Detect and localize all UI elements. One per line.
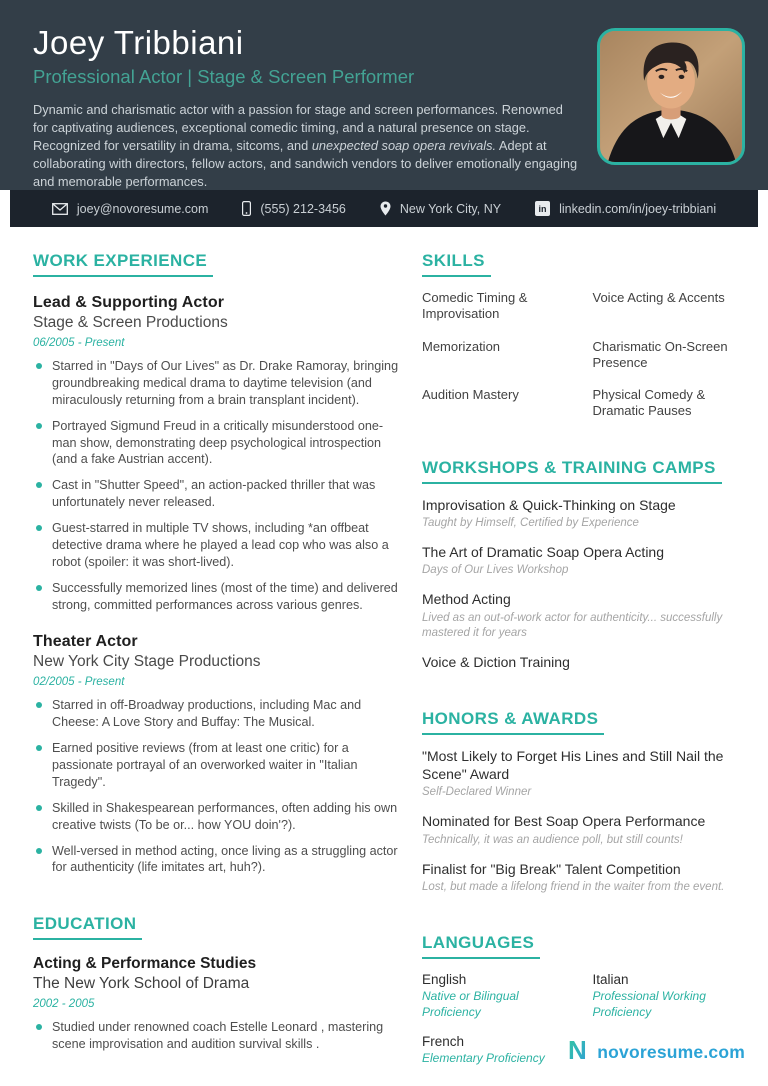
honor-entry bbox=[422, 813, 745, 847]
language-name: English bbox=[422, 972, 467, 988]
workshop-entry bbox=[422, 654, 745, 672]
job-entry bbox=[33, 294, 401, 613]
skills-heading: SKILLS bbox=[422, 251, 491, 277]
job-bullet: Successfully memorized lines (most of the time) and delivered strong, committed performances across various genres. bbox=[36, 580, 401, 614]
education-bullet: Studied under renowned coach Estelle Leonard , mastering scene improvisation and audition survival skills . bbox=[36, 1019, 401, 1053]
summary-text-end: Adept at collaborating with directors, fellow actors, and sandwich vendors to deliver emotionally engaging and memorable performances. bbox=[33, 137, 578, 190]
education-degree: Acting & Performance Studies bbox=[33, 955, 257, 973]
contact-location[interactable] bbox=[380, 201, 501, 216]
summary-italic-text: unexpected soap opera revivals. bbox=[311, 137, 497, 153]
workshop-note: Lived as an out-of-work actor for authenticity... successfully mastered it for years bbox=[422, 611, 723, 639]
workshop-entry bbox=[422, 591, 745, 640]
honors-heading: HONORS & AWARDS bbox=[422, 709, 604, 735]
resume-body bbox=[0, 227, 768, 1073]
section-work-experience bbox=[33, 251, 401, 876]
skill-item: Voice Acting & Accents bbox=[592, 290, 725, 305]
language-item bbox=[422, 1034, 575, 1067]
education-dates: 2002 - 2005 bbox=[33, 998, 95, 1011]
summary-text: Dynamic and charismatic actor with a passion for stage and screen performances. Renowned for captivating audiences, exceptional comedic timing, and a natural presence on stage. Recognized for versatility in drama, sitcoms, and bbox=[33, 101, 563, 153]
job-bullet: Skilled in Shakespearean performances, often adding his own creative twists (To be or... how YOU doin'?). bbox=[36, 800, 401, 834]
workshops-heading: WORKSHOPS & TRAINING CAMPS bbox=[422, 458, 722, 484]
workshop-title: Improvisation & Quick-Thinking on Stage bbox=[422, 496, 676, 513]
email-icon bbox=[52, 203, 68, 215]
location-icon bbox=[380, 201, 391, 216]
job-bullet: Earned positive reviews (from at least one critic) for a passionate portrayal of an overworked waiter in "Italian Tragedy". bbox=[36, 740, 401, 791]
job-bullet: Starred in "Days of Our Lives" as Dr. Drake Ramoray, bringing groundbreaking medical drama to daytime television (and miraculously returning from a brain transplant incident). bbox=[36, 358, 401, 409]
skill-item: Physical Comedy & Dramatic Pauses bbox=[592, 387, 706, 419]
language-item bbox=[593, 972, 746, 1020]
contact-email[interactable] bbox=[52, 202, 209, 216]
section-education bbox=[33, 914, 401, 1053]
section-workshops bbox=[422, 458, 745, 672]
honor-title: Finalist for "Big Break" Talent Competition bbox=[422, 860, 681, 877]
workshop-title: The Art of Dramatic Soap Opera Acting bbox=[422, 543, 665, 560]
job-bullet: Cast in "Shutter Speed", an action-packed thriller that was unfortunately never released. bbox=[36, 477, 401, 511]
job-title: Lead & Supporting Actor bbox=[33, 294, 225, 311]
language-level: Native or Bilingual Proficiency bbox=[422, 989, 519, 1019]
contact-location-text: New York City, NY bbox=[399, 201, 502, 216]
languages-heading: LANGUAGES bbox=[422, 933, 540, 959]
profile-photo-illustration bbox=[600, 31, 742, 162]
job-title: Theater Actor bbox=[33, 633, 138, 651]
work-experience-heading: WORK EXPERIENCE bbox=[33, 251, 213, 277]
section-honors bbox=[422, 709, 745, 895]
job-dates: 06/2005 - Present bbox=[33, 337, 125, 349]
right-column bbox=[422, 251, 745, 1073]
job-entry bbox=[33, 633, 401, 876]
language-level: Elementary Proficiency bbox=[422, 1051, 545, 1066]
education-bullet-list bbox=[33, 1019, 401, 1053]
contact-linkedin-text: linkedin.com/in/joey-tribbiani bbox=[559, 201, 717, 216]
contact-bar bbox=[10, 190, 758, 227]
contact-email-text: joey@novoresume.com bbox=[76, 201, 209, 216]
honor-note: Self-Declared Winner bbox=[422, 786, 532, 799]
svg-text:N: N bbox=[568, 1037, 588, 1063]
skill-item: Audition Mastery bbox=[422, 387, 519, 402]
job-dates: 02/2005 - Present bbox=[33, 676, 125, 689]
skill-item: Comedic Timing & Improvisation bbox=[422, 290, 528, 322]
language-level: Professional Working Proficiency bbox=[592, 989, 706, 1019]
language-name: French bbox=[422, 1034, 465, 1050]
workshop-title: Voice & Diction Training bbox=[422, 653, 570, 670]
skills-grid bbox=[422, 290, 745, 420]
education-heading: EDUCATION bbox=[33, 914, 142, 940]
footer-brand-text: novoresume.com bbox=[597, 1042, 745, 1062]
phone-icon bbox=[242, 201, 251, 216]
job-organization: Stage & Screen Productions bbox=[33, 314, 228, 331]
profile-summary bbox=[33, 101, 581, 192]
workshop-note: Days of Our Lives Workshop bbox=[422, 564, 569, 577]
job-bullet: Guest-starred in multiple TV shows, including *an offbeat detective drama where he played a lead cop who was also a robot (spoiler: it was short-lived). bbox=[36, 520, 401, 571]
skill-item: Charismatic On-Screen Presence bbox=[592, 338, 728, 370]
left-column bbox=[33, 251, 401, 1073]
honor-title: Nominated for Best Soap Opera Performance bbox=[422, 813, 706, 830]
honor-note: Lost, but made a lifelong friend in the waiter from the event. bbox=[422, 881, 725, 894]
language-item bbox=[422, 972, 575, 1020]
workshop-entry bbox=[422, 544, 745, 578]
honor-entry bbox=[422, 748, 745, 800]
resume-header bbox=[0, 0, 768, 190]
person-title: Professional Actor | Stage & Screen Performer bbox=[33, 65, 415, 87]
job-bullet-list bbox=[33, 697, 401, 876]
novoresume-logo-icon bbox=[567, 1037, 591, 1068]
job-bullet: Starred in off-Broadway productions, including Mac and Cheese: A Love Story and Buffay: The Musical. bbox=[36, 697, 401, 731]
contact-phone-text: (555) 212-3456 bbox=[260, 201, 346, 216]
skill-item: Memorization bbox=[422, 338, 501, 354]
contact-phone[interactable] bbox=[242, 201, 345, 216]
linkedin-icon bbox=[535, 201, 550, 216]
honor-entry bbox=[422, 861, 745, 895]
section-skills bbox=[422, 251, 745, 420]
honor-title: "Most Likely to Forget His Lines and Still Nail the Scene" Award bbox=[422, 748, 724, 782]
contact-linkedin[interactable] bbox=[535, 201, 716, 216]
footer-brand[interactable] bbox=[567, 1037, 745, 1068]
profile-photo bbox=[597, 28, 745, 165]
job-bullet: Well-versed in method acting, once living as a struggling actor for authenticity (life imitates art, huh?). bbox=[36, 843, 401, 877]
job-bullet: Portrayed Sigmund Freud in a critically misunderstood one-man show, demonstrating deep psychological introspection (and a fake Austrian accent). bbox=[36, 418, 401, 469]
workshop-title: Method Acting bbox=[422, 591, 511, 608]
workshop-note: Taught by Himself, Certified by Experience bbox=[422, 517, 639, 529]
language-name: Italian bbox=[592, 972, 629, 988]
svg-text:in: in bbox=[538, 204, 547, 215]
education-entry bbox=[33, 955, 401, 1053]
honor-note: Technically, it was an audience poll, but still counts! bbox=[422, 833, 683, 846]
job-organization: New York City Stage Productions bbox=[33, 653, 261, 671]
person-name: Joey Tribbiani bbox=[33, 24, 244, 61]
education-school: The New York School of Drama bbox=[33, 975, 250, 993]
workshop-entry bbox=[422, 497, 745, 531]
job-bullet-list bbox=[33, 358, 401, 613]
